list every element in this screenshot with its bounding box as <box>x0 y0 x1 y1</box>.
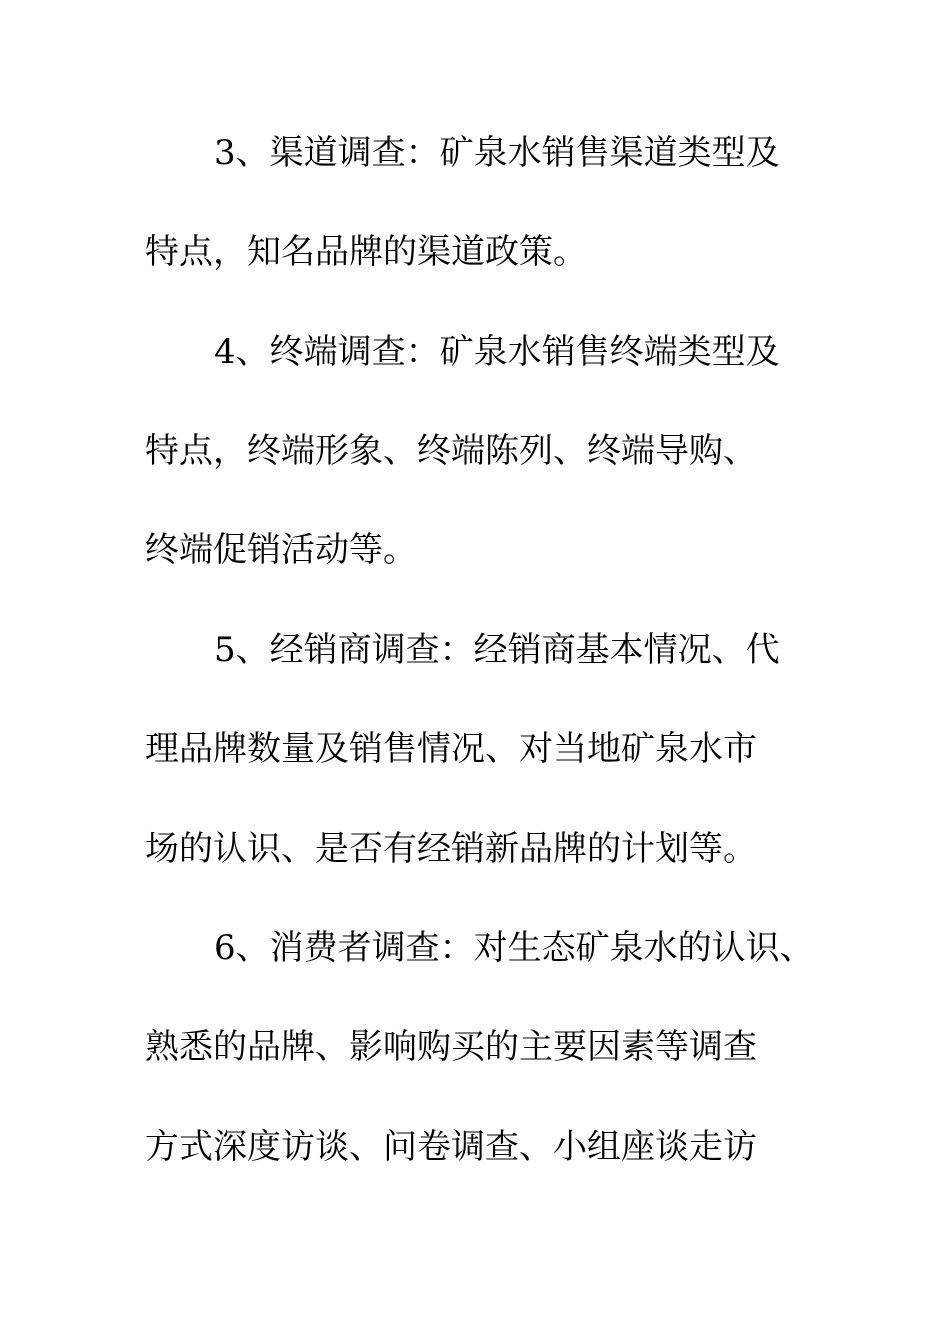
paragraph-4-line-2: 特点，终端形象、终端陈列、终端导购、 <box>145 431 757 471</box>
paragraph-3-line-1: 3、渠道调查：矿泉水销售渠道类型及 <box>214 133 780 173</box>
paragraph-6-line-3: 方式深度访谈、问卷调查、小组座谈走访 <box>145 1127 757 1167</box>
paragraph-5-line-3: 场的认识、是否有经销新品牌的计划等。 <box>145 829 757 869</box>
paragraph-5-line-1: 5、经销商调查：经销商基本情况、代 <box>214 630 780 670</box>
paragraph-6-line-1: 6、消费者调查：对生态矿泉水的认识、 <box>214 928 814 968</box>
paragraph-3-line-2: 特点，知名品牌的渠道政策。 <box>145 232 587 272</box>
paragraph-4-line-3: 终端促销活动等。 <box>145 530 417 570</box>
paragraph-4-line-1: 4、终端调查：矿泉水销售终端类型及 <box>214 332 780 372</box>
paragraph-6-line-2: 熟悉的品牌、影响购买的主要因素等调查 <box>145 1027 757 1067</box>
paragraph-5-line-2: 理品牌数量及销售情况、对当地矿泉水市 <box>145 729 757 769</box>
